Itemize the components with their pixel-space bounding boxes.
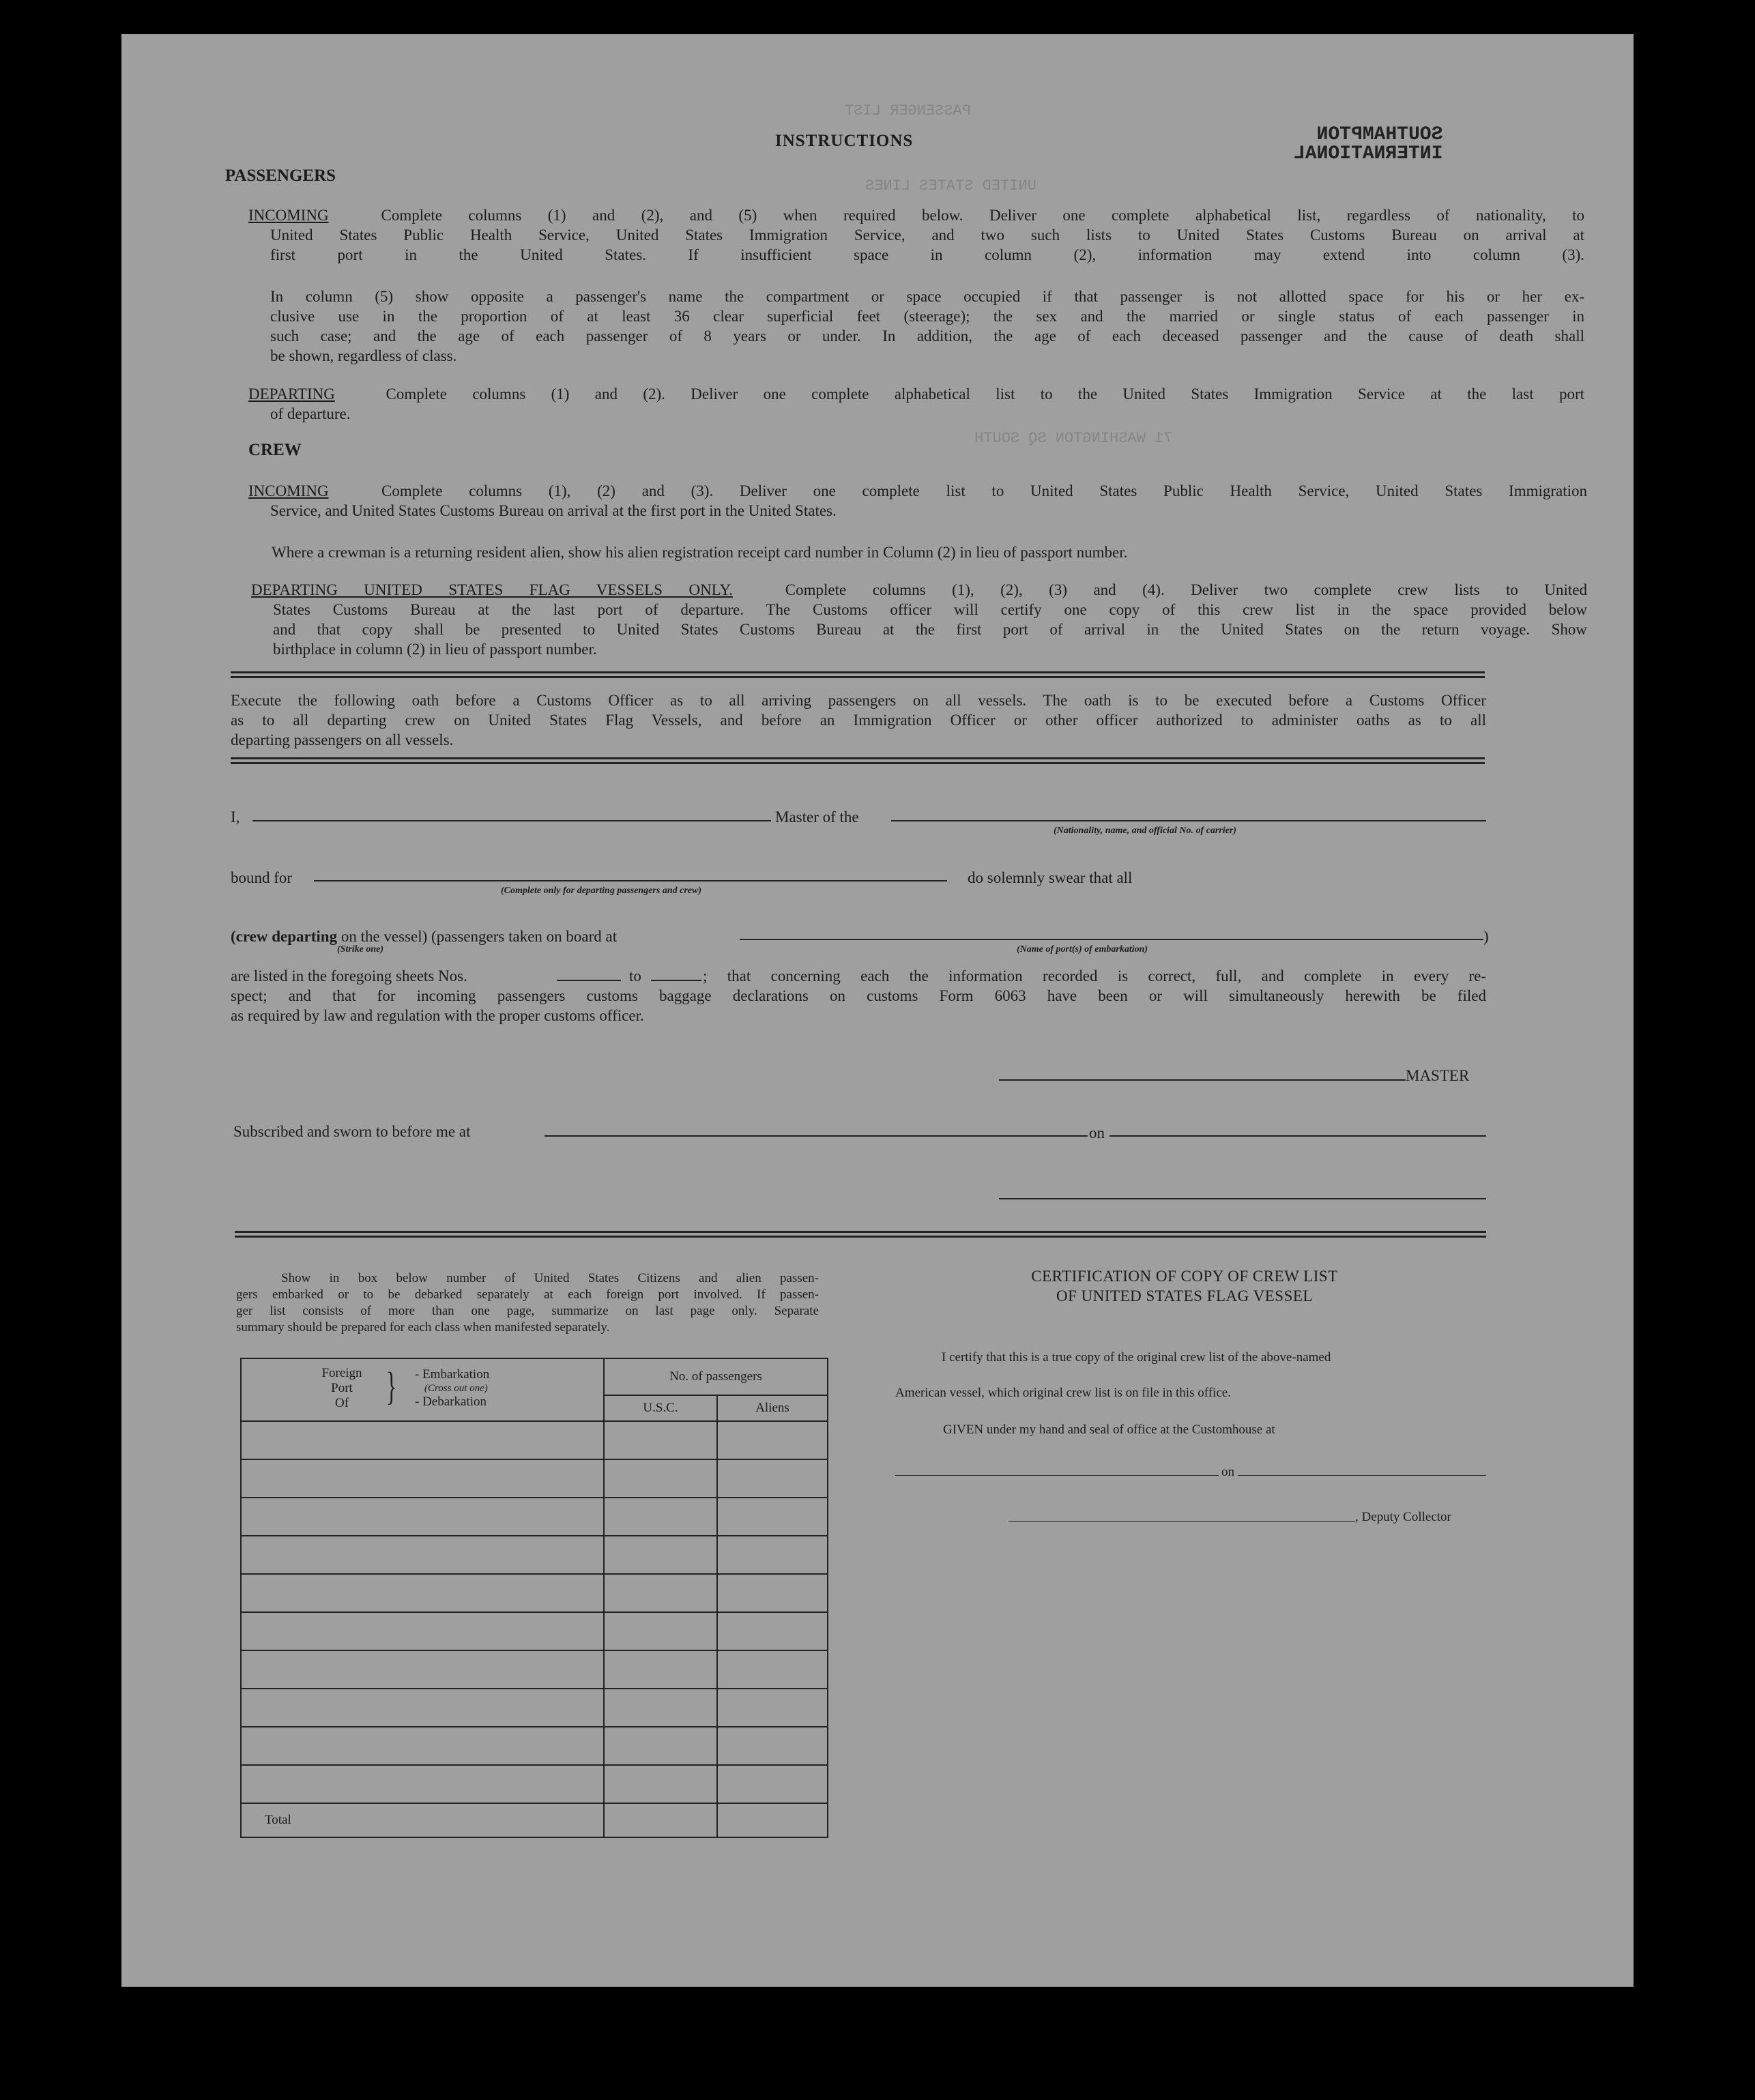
close-paren: ) bbox=[1483, 928, 1489, 945]
table-row bbox=[241, 1765, 828, 1803]
aliens-cell[interactable] bbox=[717, 1689, 828, 1727]
port-cell[interactable] bbox=[241, 1765, 604, 1803]
sworn-on-field[interactable] bbox=[1109, 1135, 1486, 1137]
master-name-field[interactable] bbox=[252, 820, 771, 821]
on-label: on bbox=[1089, 1124, 1105, 1141]
passengers-departing-label: DEPARTING bbox=[248, 385, 335, 403]
port-cell[interactable] bbox=[241, 1498, 604, 1536]
aliens-header: Aliens bbox=[717, 1395, 828, 1421]
aliens-cell[interactable] bbox=[717, 1574, 828, 1612]
aliens-cell[interactable] bbox=[717, 1612, 828, 1650]
table-row bbox=[241, 1689, 828, 1727]
table-row bbox=[241, 1421, 828, 1459]
crew-departing-label: DEPARTING UNITED STATES FLAG VESSELS ONLY. bbox=[251, 581, 733, 598]
deputy-collector-label: , Deputy Collector bbox=[1355, 1510, 1451, 1524]
officer-signature-field[interactable] bbox=[999, 1198, 1486, 1199]
usc-cell[interactable] bbox=[604, 1421, 717, 1459]
total-label: Total bbox=[241, 1803, 604, 1837]
usc-cell[interactable] bbox=[604, 1612, 717, 1650]
summary-instructions: Show in box below number of United States Citizens and alien passen- gers embarked or to be debarked separately at each foreign port involved. If passen- ger list consists of more than one page, summarize on last page only. Separate summary should be prepared for each class when manifested separately. bbox=[236, 1271, 819, 1335]
bleed-through-text: 71 WASHINGTON SQ SOUTH bbox=[974, 430, 1173, 447]
sheet-to-field[interactable] bbox=[651, 980, 701, 981]
table-row bbox=[241, 1459, 828, 1498]
divider bbox=[231, 757, 1485, 764]
usc-cell[interactable] bbox=[604, 1765, 717, 1803]
no-of-passengers-header: No. of passengers bbox=[604, 1358, 828, 1395]
bound-for-label: bound for bbox=[231, 869, 293, 886]
total-aliens-cell[interactable] bbox=[717, 1803, 828, 1837]
master-signature-field[interactable] bbox=[999, 1079, 1406, 1081]
instructions-title: INSTRUCTIONS bbox=[775, 132, 914, 150]
table-row bbox=[241, 1727, 828, 1765]
aliens-cell[interactable] bbox=[717, 1727, 828, 1765]
total-usc-cell[interactable] bbox=[604, 1803, 717, 1837]
passengers-departing-paragraph: DEPARTING Complete columns (1) and (2). Deliver one complete alphabetical list to the United States Immigration Service at the last port of departure. bbox=[248, 385, 1584, 422]
sworn-at-field[interactable] bbox=[545, 1135, 1088, 1137]
passengers-incoming-label: INCOMING bbox=[248, 207, 329, 224]
aliens-cell[interactable] bbox=[717, 1650, 828, 1689]
passenger-summary-table bbox=[240, 1358, 828, 1838]
aliens-cell[interactable] bbox=[717, 1536, 828, 1574]
oath-i-label: I, bbox=[231, 808, 240, 826]
usc-cell[interactable] bbox=[604, 1650, 717, 1689]
port-cell[interactable] bbox=[241, 1421, 604, 1459]
certify-line-2: American vessel, which original crew list is on file in this office. bbox=[895, 1386, 1231, 1400]
port-cell[interactable] bbox=[241, 1459, 604, 1498]
crew-passengers-line: (crew departing on the vessel) (passengers taken on board at bbox=[231, 928, 618, 945]
table-row bbox=[241, 1650, 828, 1689]
document-page bbox=[121, 34, 1634, 1987]
table-row bbox=[241, 1574, 828, 1612]
usc-cell[interactable] bbox=[604, 1498, 717, 1536]
table-row bbox=[241, 1612, 828, 1650]
port-of-embarkation-field[interactable] bbox=[740, 939, 1483, 940]
carrier-field[interactable] bbox=[891, 820, 1486, 821]
subscribed-label: Subscribed and sworn to before me at bbox=[233, 1123, 471, 1140]
crew-alien-note: Where a crewman is a returning resident alien, show his alien registration receipt card number in Column (2) in lieu of passport number. bbox=[272, 544, 1128, 561]
certify-line-1: I certify that this is a true copy of the original crew list of the above-named bbox=[942, 1350, 1331, 1365]
deputy-collector-signature-field[interactable] bbox=[1009, 1521, 1355, 1522]
divider bbox=[235, 1231, 1486, 1238]
passengers-column5-paragraph: In column (5) show opposite a passenger's name the compartment or space occupied if that passenger is not allotted space for his or her ex- clusive use in the proportion of at least 36 clear superficial feet (steerage); the sex and the married or single status of each passenger in such case; and the age of each passenger of 8 years or under. In addition, the age of each deceased passenger and the cause of death shall be shown, regardless of class. bbox=[270, 288, 1584, 364]
divider bbox=[231, 671, 1485, 678]
sheet-from-field[interactable] bbox=[557, 980, 621, 981]
usc-cell[interactable] bbox=[604, 1727, 717, 1765]
strike-one-caption: (Strike one) bbox=[337, 944, 384, 954]
port-cell[interactable] bbox=[241, 1574, 604, 1612]
port-cell[interactable] bbox=[241, 1689, 604, 1727]
passengers-heading: PASSENGERS bbox=[225, 166, 336, 185]
carrier-caption: (Nationality, name, and official No. of carrier) bbox=[1054, 826, 1236, 836]
certification-title: CERTIFICATION OF COPY OF CREW LIST OF UNITED STATES FLAG VESSEL bbox=[1031, 1268, 1338, 1304]
aliens-cell[interactable] bbox=[717, 1459, 828, 1498]
mirrored-stamp: SOUTHAMPTON INTERNATIONAL bbox=[1294, 124, 1443, 164]
bound-for-caption: (Complete only for departing passengers and crew) bbox=[501, 886, 701, 896]
swear-label: do solemnly swear that all bbox=[968, 869, 1133, 886]
aliens-cell[interactable] bbox=[717, 1765, 828, 1803]
passengers-incoming-paragraph: INCOMING Complete columns (1) and (2), and (5) when required below. Deliver one complete alphabetical list, regardless of nationality, to United States Public Health Service, United States Immigration Service, and two such lists to United States Customs Bureau on arrival at first port in the United States. If insufficient space in column (2), information may extend into column (3). bbox=[248, 207, 1584, 263]
bound-for-field[interactable] bbox=[314, 880, 947, 881]
bleed-through-text: UNITED STATES LINES bbox=[865, 177, 1036, 194]
listed-text: ; that concerning each the information recorded is correct, full, and complete in every re- bbox=[703, 967, 1486, 985]
given-line: GIVEN under my hand and seal of office at the Customhouse at bbox=[943, 1423, 1275, 1437]
usc-cell[interactable] bbox=[604, 1459, 717, 1498]
crew-heading: CREW bbox=[248, 441, 302, 459]
customhouse-field[interactable] bbox=[895, 1475, 1219, 1476]
usc-cell[interactable] bbox=[604, 1689, 717, 1727]
aliens-cell[interactable] bbox=[717, 1498, 828, 1536]
foreign-port-header: Foreign Port Of } - Embarkation (Cross out one) - Debarkation bbox=[241, 1358, 604, 1421]
to-label: to bbox=[629, 967, 641, 985]
port-cell[interactable] bbox=[241, 1727, 604, 1765]
oath-instructions: Execute the following oath before a Customs Officer as to all arriving passengers on all vessels. The oath is to be executed before a Customs Officer as to all departing crew on United States Flag Vessels, and before an Immigration Officer or other officer authorized to administer oaths as to all departing passengers on all vessels. bbox=[231, 692, 1486, 748]
table-row bbox=[241, 1536, 828, 1574]
certification-date-field[interactable] bbox=[1238, 1475, 1486, 1476]
crew-departing-paragraph: DEPARTING UNITED STATES FLAG VESSELS ONLY. Complete columns (1), (2), (3) and (4). Deliver two complete crew lists to United States Customs Bureau at the last port of departure. The Customs officer will certify one copy of this crew list in the space provided below and that copy shall be presented to United States Customs Bureau at the first port of arrival in the United States on the return voyage. Show birthplace in column (2) in lieu of passport number. bbox=[251, 581, 1587, 658]
listed-sheets-label: are listed in the foregoing sheets Nos. bbox=[231, 967, 467, 985]
master-label: MASTER bbox=[1406, 1067, 1470, 1084]
usc-cell[interactable] bbox=[604, 1536, 717, 1574]
master-of-the-label: Master of the bbox=[775, 808, 859, 826]
port-cell[interactable] bbox=[241, 1612, 604, 1650]
port-cell[interactable] bbox=[241, 1536, 604, 1574]
port-cell[interactable] bbox=[241, 1650, 604, 1689]
listed-continued: spect; and that for incoming passengers customs baggage declarations on customs Form 6063 have been or will simultaneously herewith be filed as required by law and regulation with the proper customs officer. bbox=[231, 987, 1486, 1024]
bleed-through-text: PASSENGER LIST bbox=[845, 102, 971, 119]
port-caption: (Name of port(s) of embarkation) bbox=[1017, 944, 1148, 954]
usc-cell[interactable] bbox=[604, 1574, 717, 1612]
crew-incoming-label: INCOMING bbox=[248, 482, 329, 499]
table-row bbox=[241, 1498, 828, 1536]
certification-on-label: on bbox=[1221, 1465, 1234, 1479]
aliens-cell[interactable] bbox=[717, 1421, 828, 1459]
usc-header: U.S.C. bbox=[604, 1395, 717, 1421]
crew-incoming-paragraph: INCOMING Complete columns (1), (2) and (3). Deliver one complete list to United States Public Health Service, United States Immigration Service, and United States Customs Bureau on arrival at the first port in the United States. bbox=[248, 482, 1588, 519]
